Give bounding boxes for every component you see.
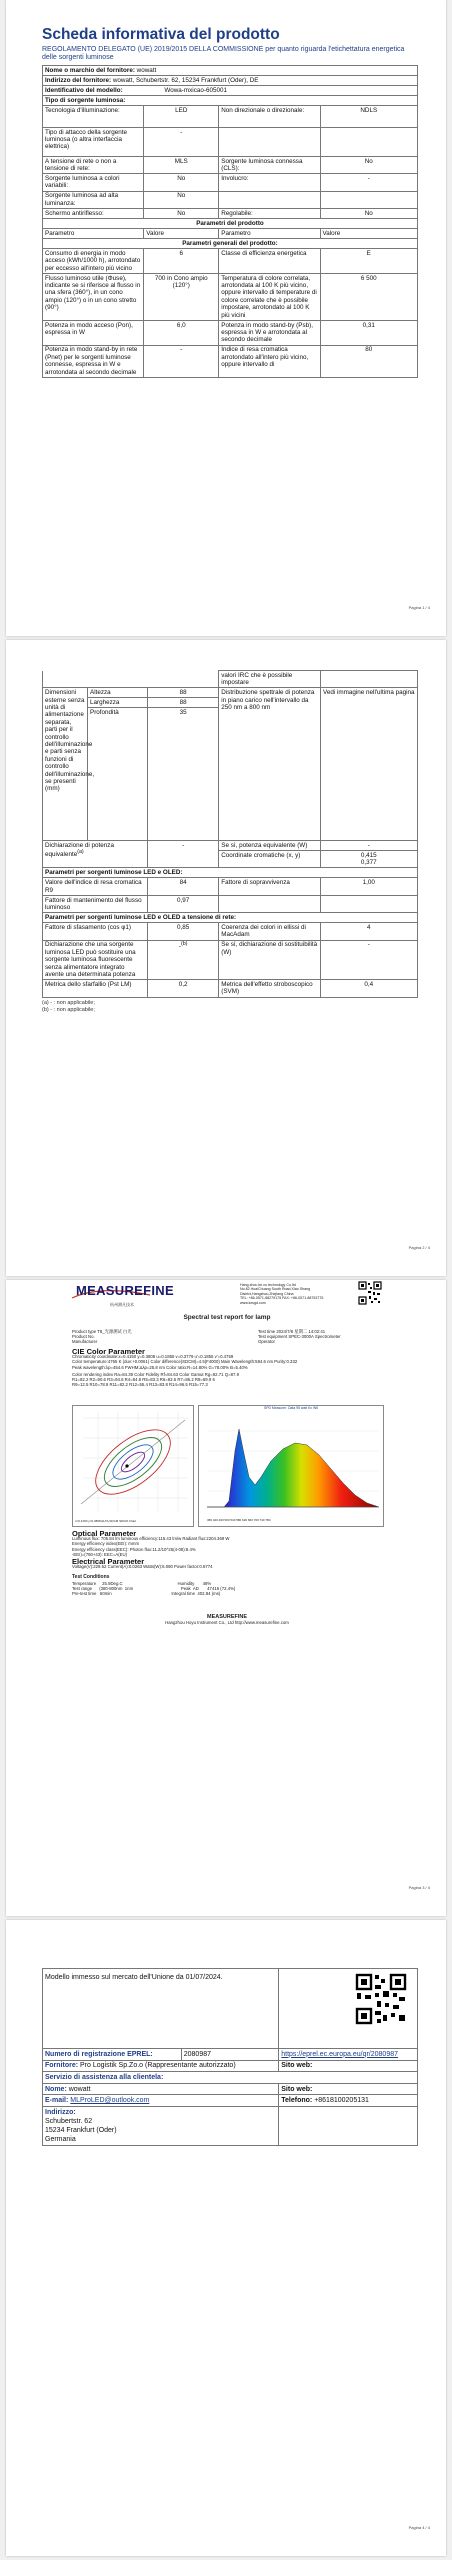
regulation-text: REGOLAMENTO DELEGATO (UE) 2019/2015 DELLA COMMISSIONE per quanto riguarda l'etichettatura energetica delle sorgenti luminose [42,46,405,62]
table-row: Fattore di sfasamento (cos φ1) 0,85 Coerenza dei colori in ellissi di MacAdam 4 [43,923,418,940]
spd-chart: SPD Measurer: Data 95 watt Kx W6 380 420 460 500 540 580 620 660 700 740 780 [198,1405,384,1527]
doc-title: Scheda informativa del prodotto [42,26,280,43]
eprel-qr-icon [355,1973,407,2025]
cie-title: CIE Color Parameter [72,1347,145,1356]
eprel-table [42,1968,418,2146]
table-row: Metrica dello sfarfallio (Pst LM) 0,2 Metrica dell'effetto stroboscopico (SVM) 0,4 [43,980,418,997]
service-label: Servizio di assistenza alla clientela: [43,2072,418,2084]
email-link[interactable]: MLProLED@outlook.com [70,2097,150,2105]
page-2 [6,640,446,1276]
page-1 [6,0,446,636]
table-row: Dichiarazione di potenza equivalente$^{(a)}$ - Se sì, potenza equivalente (W) - [43,841,418,851]
report-title: Spectral test report for lamp [183,1314,271,1321]
page-footer: Pagina 3 / 4 [408,1885,430,1890]
cie-ellipse-graphic [73,1406,193,1518]
cie-ellipse-chart: x=0.4150 y=0.3808 ELTA,SDCM SDCM Chart [72,1405,194,1527]
table-row: Fattore di mantenimento del flusso luminoso 0,97 [43,895,418,912]
report-qr-icon [358,1281,382,1305]
table-row: Sorgente luminosa a colori variabili: No Involucro: - [43,174,418,191]
model-id: Wowa-mxicao-605001 [164,86,227,94]
page-footer: Pagina 2 / 4 [408,1245,430,1250]
table-row: Nome: wowatt Sito web: [43,2083,418,2095]
col-header-value-2: Valore [320,229,418,239]
table-row: Potenza in modo acceso (Pon), espressa in W 6,0 Potenza in modo stand-by (Psb), espressa in W e arrotondata al secondo decimale 0,31 [43,320,418,345]
col-header-value: Valore [144,229,219,239]
table-row: Sorgente luminosa ad alta luminanza: No [43,191,418,208]
col-header-param: Parametro [43,229,144,239]
table-row: Fornitore: Pro Logistik Sp.Zo.o (Rappresentante autorizzato) Sito web: [43,2060,418,2072]
report-footer-brand: MEASUREFINE [206,1614,248,1620]
table-row: Valore dell'indice di resa cromatica R9 84 Fattore di sopravvivenza 1,00 [43,878,418,895]
col-header-param-2: Parametro [219,229,320,239]
table-row: A tensione di rete o non a tensione di rete: MLS Sorgente luminosa connessa (CLS): No [43,156,418,173]
params-title: Parametri del prodotto [43,219,418,229]
table-row: valori IRC che è possibile impostare [43,671,418,688]
supplier-name: wowatt [136,66,157,74]
page-footer: Pagina 4 / 4 [408,2525,430,2530]
eprel-label: Numero di registrazione EPREL: [43,2049,182,2061]
measurefine-logo: MEASUREFINE 杭州测凡技术 [70,1283,220,1305]
eprel-link[interactable]: https://eprel.ec.europa.eu/qr/2080987 [279,2049,418,2061]
footnote-b: (b) - : non applicabile; [42,1006,95,1013]
table-row: Numero di registrazione EPREL: 2080987 https://eprel.ec.europa.eu/qr/2080987 [43,2049,418,2061]
general-title: Parametri generali del prodotto: [43,239,418,249]
table-row: Dichiarazione che una sorgente luminosa LED può sostituire una sorgente luminosa fluorescente senza alimentatore integrato avente una determinata potenza -$^{(b)}$ Se sì, dichiarazione di sostituibilità (W) - [43,940,418,980]
table-row: Dimensioni esterne senza unità di alimentazione separata, parti per il controllo dell'illuminazione e parti senza funzioni di controllo dell'illuminazione, se presenti (mm) Altezza 88 Distribuzione spettrale di potenza in piano carico nell'intervallo da 250 nm a 800 nm Vedi immagine nell'ultima pagina [43,688,418,698]
spectral-report: MEASUREFINE 杭州测凡技术 Hang zhou ke.xu technology Co.ltd No.82 HuaiChuang South Road,Xiao Shang District,Hangzhou,Zhejiang China TEL: +86-0571-88279175 FAX: +86-0571-88753775 www.kxsgd.com Spectral test report for lamp Product type T8_光源测试 白光 Product No. Manufacturer Test time 2024/7/8 星期二 14:02:41 Test equipment SPEC-3000A Spectrometer Operator CIE Color Parameter Chromaticity coordinate:x=0.4150 y=0.3808 u=0.1855 v=0.3779 u'=0.1855 v'=0.4759 Color temperature:4765 K (duv:+0.0061) Color difference(SDCM)=4.5(F4000) Main Wavelength:584.6 nm Purity:0.332 Peak wavelength:λp=454.6 FWHM:Δλp=25.8 nm Color ratio:R=14.80% G=78.00% B=5.40% Color rendering index Ra=84.39 Color Fidelity Rf=84.63 Color Gamut Rg=92.71 Q=87.9 R1=82.2 R2=90.6 R3=94.6 R4=84.8 R5=83.3 R6=83.5 R7=86.2 R8=69.9 6 R9=12.5 R10=78.9 R11=82.2 R12=55.4 R13=83.8 R14=96.5 R15=77.3 x=0.4150 y=0.3808 ELTA,SDCM SDCM Chart SPD Measurer: Data 95 watt Kx W6 380 420 460 500 540 580 620 660 700 740 780 Optical Parameter Luminous flux: 705.84 lm luminous efficiency:115.43 lm/w Radiant flux:2204.369 W Energy efficiency index(EEI): mmm Energy efficiency class(EEC): Photon flux:11.2/10^25(4-08):8.4% -EEI)=(780+43): EEC=A(EU) Electrical Parameter Voltage(V):229.52 Current(A):0.0263 Watts(W):6.080 Power factor:0.8774 Test Conditions Temperature 25.9Deg.C Humidity 48% Test range (380-800nm 1nm Peak AD 47416 (72.4%) Pre-test time 60min Integral time 402.84 (ms) MEASUREFINE Hangzhou Hoyu Instrument Co., Ltd http://www.measurefine.com [68,1281,386,1633]
supplier-address: wowatt, Schubertstr. 62, 15234 Frankfurt (Oder), DE [112,76,259,84]
spd-graphic [199,1411,383,1517]
report-header: MEASUREFINE 杭州测凡技术 Hang zhou ke.xu technology Co.ltd No.82 HuaiChuang South Road,Xiao Shang District,Hangzhou,Zhejiang China TEL: +86-0571-88279175 FAX: +86-0571-88753775 www.kxsgd.com [68,1281,386,1313]
source-type-label: Tipo di sorgente luminosa: [43,95,418,105]
table-row: Schermo antiriflesso: No Regolabile: No [43,209,418,219]
params-table-cont: valori IRC che è possibile impostare Dimensioni esterne senza unità di alimentazione separata, parti per il controllo dell'illuminazione e parti senza funzioni di controllo dell'illuminazione, se presenti (mm) Altezza 88 Distribuzione spettrale di potenza in piano carico nell'intervallo da 250 nm a 800 nm Vedi immagine nell'ultima pagina Larghezza 88 Profondità 35 Dichiarazione di potenza equivalente$^{(a)}$ - Se sì, potenza equivalente (W) - Coordinate cromatiche (x, y) 0,415 0,377 Parametri per sorgenti luminose LED e OLED: Valore dell'indice di resa cromatica R9 84 Fattore di sopravvivenza 1,00 Fattore di mantenimento del flusso luminoso 0,97 Parametri per sorgenti luminose LED e OLED a tensione di rete: Fattore di sfasamento (cos φ1) 0,85 Coerenza dei colori in ellissi di MacAdam 4 Dichiarazione che una sorgente luminosa LED può sostituire una sorgente luminosa fluorescente senza alimentatore integrato avente una determinata potenza -$^{(b)}$ Se sì, dichiarazione di sostituibilità (W) - Metrica dello sfarfallio (Pst LM) 0,2 Metrica dell'effetto stroboscopico (SVM) 0,4 [42,670,418,998]
page-4 [6,1920,446,2556]
optical-title: Optical Parameter [72,1529,137,1538]
footnote-a: (a) - : non applicabile; [42,999,95,1006]
electrical-title: Electrical Parameter [72,1557,145,1567]
supplier-name-label: Nome o marchio del fornitore: [45,66,135,74]
supplier-address-label: Indirizzo del fornitore: [45,76,112,84]
supplier-table [42,65,418,378]
table-row: Indirizzo: Schubertstr. 62 15234 Frankfurt (Oder) Germania [43,2106,418,2145]
mains-params-title: Parametri per sorgenti luminose LED e OLED a tensione di rete: [43,913,418,923]
table-row: Consumo di energia in modo acceso (kWh/1000 h), arrotondato per eccesso all'intero più vicino 6 Classe di efficienza energetica E [43,249,418,274]
table-row: E-mail: MLProLED@outlook.com Telefono: +8618100205131 [43,2095,418,2107]
market-date: Modello immesso sul mercato dell'Unione da 01/07/2024. [43,1969,279,2049]
led-params-title: Parametri per sorgenti luminose LED e OLED: [43,868,418,878]
model-id-label: Identificativo del modello: [45,86,123,94]
table-row: Potenza in modo stand-by in rete (Pnet) per le sorgenti luminose connesse, espressa in W e arrotondata al secondo decimale - Indice di resa cromatica arrotondato all'intero più vicino, oppure intervallo di 80 [43,345,418,377]
page-footer: Pagina 1 / 4 [408,605,430,610]
conditions-title: Test Conditions [72,1574,110,1581]
table-row: Flusso luminoso utile (Φuse), indicante se si riferisce al flusso in una sfera (360°), in un cono ampio (120°) o in un cono stretto (90°) 700 in Cono ampio (120°) Temperatura di colore correlata, arrotondata al 100 K più vicino, oppure intervallo di temperature di colore correlate che è possibile impostare, arrotondato al 100 K più vicini 6 500 [43,273,418,320]
table-row: Tecnologia d'illuminazione: LED Non direzionale o direzionale: NDLS [43,105,418,127]
table-row: Tipo di attacco della sorgente luminosa (o altra interfaccia elettrica) - [43,127,418,156]
